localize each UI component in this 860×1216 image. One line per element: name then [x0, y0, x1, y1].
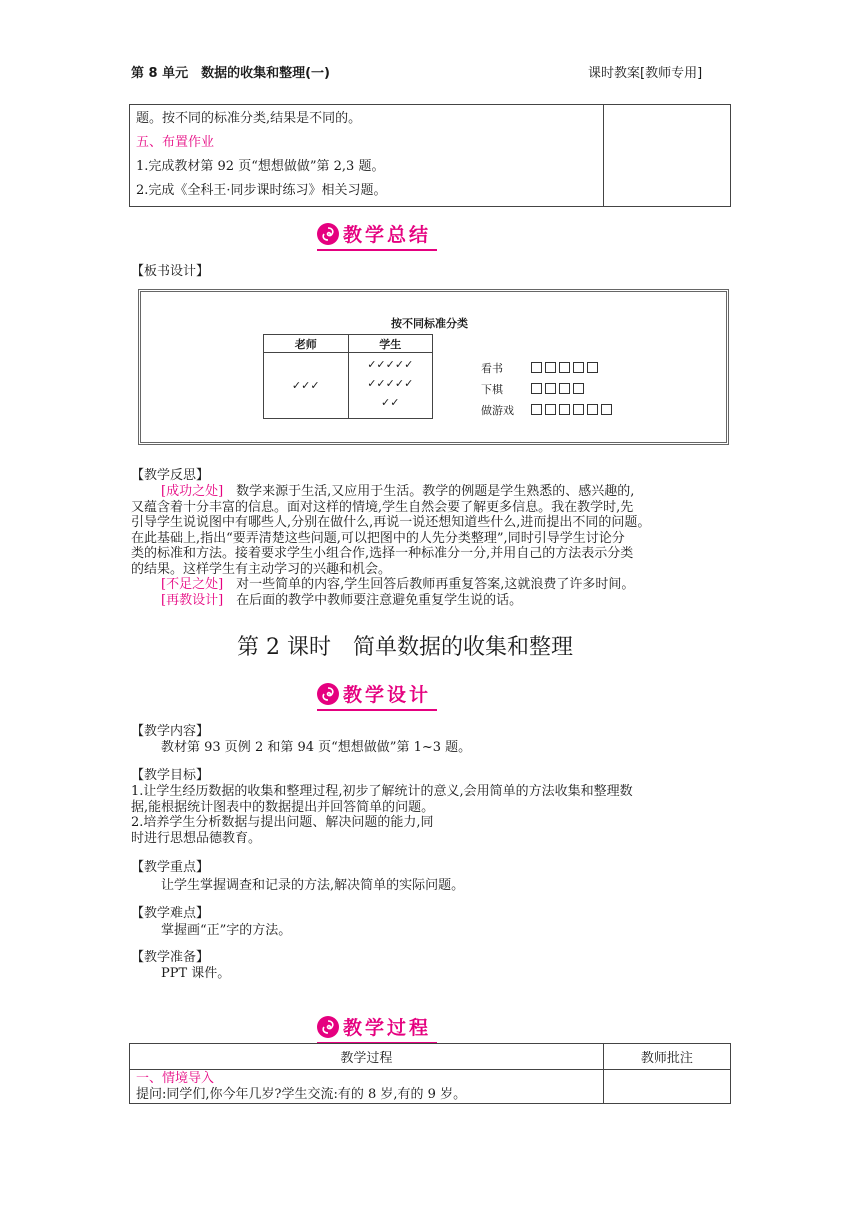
text-line: 1.完成教材第 92 页“想想做做”第 2,3 题。 [136, 159, 385, 174]
banner-summary [317, 220, 431, 247]
prep-heading: 【教学准备】 [131, 950, 210, 965]
mark-row: ✓✓✓✓✓ [367, 358, 414, 371]
text-line: 题。按不同的标准分类,结果是不同的。 [136, 111, 362, 126]
tally-box [573, 383, 584, 394]
goals-heading: 【教学目标】 [131, 768, 210, 783]
activity-row [481, 379, 615, 400]
tally-box [545, 362, 556, 373]
student-marks [348, 353, 433, 419]
reflection-heading: 【教学反思】 [131, 468, 210, 483]
banner-process [317, 1013, 431, 1040]
prep-text: PPT 课件。 [161, 966, 231, 981]
redesign-tag: [再教设计] [161, 592, 224, 608]
text-line: 时进行思想品德教育。 [131, 830, 262, 846]
board-frame [138, 289, 729, 445]
col-notes: 教师批注 [603, 1044, 730, 1070]
flower-logo-icon [317, 223, 339, 245]
tally-box [587, 404, 598, 415]
text-line: 2.培养学生分析数据与提出问题、解决问题的能力,同 [131, 815, 434, 830]
text-line: 数学来源于生活,又应用于生活。教学的例题是学生熟悉的、感兴趣的, [236, 484, 635, 499]
col-teacher: 老师 [264, 335, 349, 353]
text-line: 在后面的教学中教师要注意避免重复学生说的话。 [236, 592, 523, 608]
banner-title: 教学设计 [343, 684, 432, 706]
step-text: 提问:同学们,你今年几岁?学生交流:有的 8 岁,有的 9 岁。 [136, 1087, 467, 1102]
text-line: 据,能根据统计图表中的数据提出并回答简单的问题。 [131, 799, 435, 815]
text-line: 类的标准和方法。接着要求学生小组合作,选择一种标准分一分,并用自己的方法表示分类 [131, 546, 634, 561]
content-text: 教材第 93 页例 2 和第 94 页“想想做做”第 1~3 题。 [161, 740, 472, 755]
success-tag: [成功之处] [161, 484, 224, 499]
tally-box [545, 404, 556, 415]
tally-box [601, 404, 612, 415]
tally-box [587, 362, 598, 373]
activity-row [481, 400, 615, 421]
top-table [129, 104, 731, 207]
content-heading: 【教学内容】 [131, 724, 210, 739]
tally-box [545, 383, 556, 394]
step-notes [603, 1070, 730, 1104]
tally-box [559, 383, 570, 394]
col-student: 学生 [348, 335, 433, 353]
text-line: 的结果。这样学生有主动学习的兴趣和机会。 [131, 561, 392, 577]
text-line: 2.完成《全科王·同步课时练习》相关习题。 [136, 183, 387, 198]
goals-text [131, 784, 741, 846]
board-table [263, 334, 433, 419]
teacher-marks: ✓✓✓ [264, 353, 349, 419]
tally-box [531, 362, 542, 373]
key-heading: 【教学重点】 [131, 860, 210, 875]
text-line: 引导学生说说图中有哪些人,分别在做什么,再说一说还想知道些什么,进而提出不同的问题。 [131, 515, 651, 530]
text-line: 在此基础上,指出“要弄清楚这些问题,可以把图中的人先分类整理”,同时引导学生讨论分 [131, 530, 625, 546]
board-heading: 【板书设计】 [131, 264, 210, 279]
difficulty-text: 掌握画“正”字的方法。 [161, 923, 292, 938]
banner-design [317, 680, 431, 707]
box-group [531, 404, 615, 417]
activity-label: 做游戏 [481, 404, 514, 417]
mark-row: ✓✓ [381, 396, 400, 409]
flower-logo-icon [317, 1016, 339, 1038]
text-line: 又蕴含着十分丰富的信息。面对这样的情境,学生自然会要了解更多信息。我在教学时,先 [131, 499, 634, 515]
tally-box [559, 404, 570, 415]
reflection-body [131, 484, 741, 608]
step-title: 一、情境导入 [136, 1071, 215, 1086]
board-title: 按不同标准分类 [391, 317, 468, 330]
box-group [531, 383, 587, 396]
col-process: 教学过程 [130, 1044, 604, 1070]
tally-box [573, 404, 584, 415]
tally-box [531, 404, 542, 415]
banner-title: 教学过程 [343, 1017, 432, 1039]
lesson-title: 第 2 课时 简单数据的收集和整理 [237, 635, 573, 660]
difficulty-heading: 【教学难点】 [131, 906, 210, 921]
top-table-notes [603, 105, 730, 207]
section-heading: 五、布置作业 [136, 135, 215, 150]
text-line: 1.让学生经历数据的收集和整理过程,初步了解统计的意义,会用简单的方法收集和整理数 [131, 784, 633, 799]
mark-row: ✓✓✓✓✓ [367, 377, 414, 390]
activity-label: 看书 [481, 362, 503, 375]
activity-label: 下棋 [481, 383, 503, 396]
tally-box [573, 362, 584, 373]
activity-row [481, 358, 615, 379]
box-group [531, 362, 601, 375]
process-table [129, 1043, 731, 1104]
process-step [130, 1070, 604, 1104]
unit-title: 第 8 单元 数据的收集和整理(一) [131, 66, 330, 81]
tally-box [559, 362, 570, 373]
doc-type-label: 课时教案[教师专用] [588, 66, 703, 81]
activity-list [481, 358, 615, 421]
top-table-content [130, 105, 604, 207]
flower-logo-icon [317, 683, 339, 705]
shortfall-tag: [不足之处] [161, 577, 224, 592]
tally-box [531, 383, 542, 394]
banner-title: 教学总结 [343, 224, 432, 246]
text-line: 对一些简单的内容,学生回答后教师再重复答案,这就浪费了许多时间。 [236, 577, 635, 592]
key-text: 让学生掌握调查和记录的方法,解决简单的实际问题。 [161, 878, 465, 893]
